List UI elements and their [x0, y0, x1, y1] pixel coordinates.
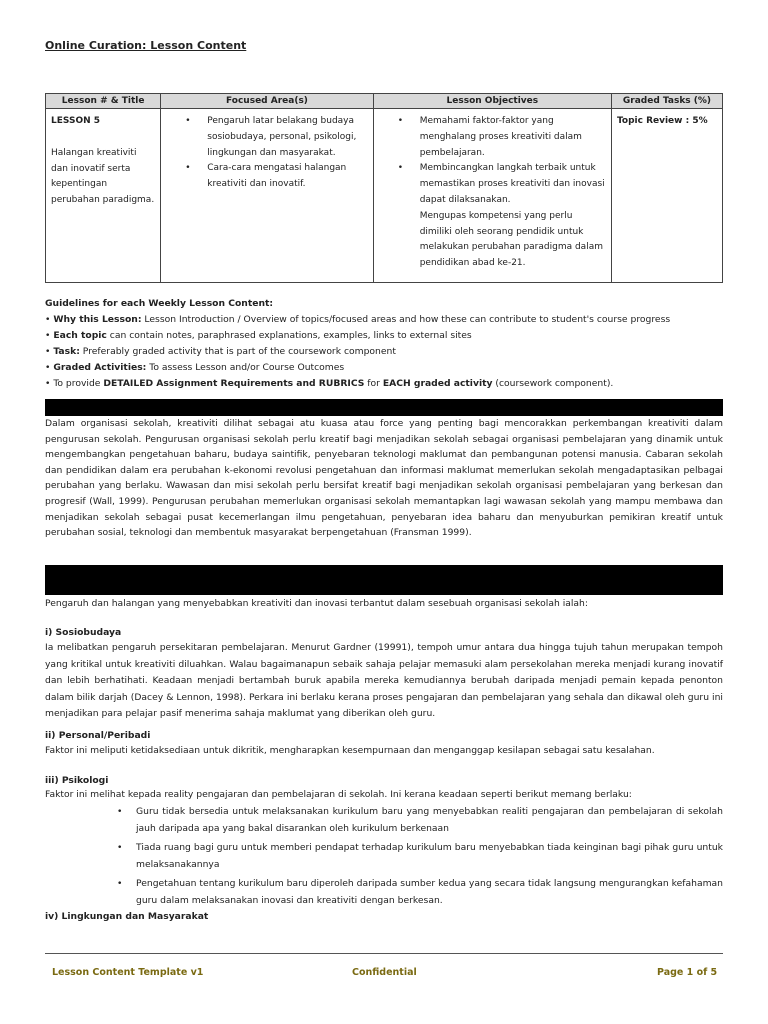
cell-graded-task: [611, 109, 722, 283]
table-row: [46, 109, 723, 283]
footer-page-number: Page 1 of 5: [657, 967, 718, 978]
heading-sosiobudaya: i) Sosiobudaya: [45, 627, 122, 638]
focus-item: • Pengaruh latar belakang budaya sosiobudaya, personal, psikologi, lingkungan dan masyarakat.: [185, 116, 357, 158]
paragraph-personal: Faktor ini meliputi ketidaksediaan untuk dikritik, mengharapkan kesempurnaan dan menganggap kesilapan sebagai satu kesalahan.: [45, 745, 655, 756]
psikologi-list: [45, 803, 723, 911]
lesson-label: LESSON 5: [51, 116, 101, 126]
document-title: Online Curation: Lesson Content: [45, 39, 247, 52]
intro-paragraph: Dalam organisasi sekolah, kreativiti dilihat sebagai atu kuasa atau force yang penting bagi mencorakkan perkembangan kreativiti dalam pengurusan sekolah. Pengurusan organisasi sekolah perlu kreatif bagi menjadikan sekolah sebagai organisasi pembelajaran yang dinamik untuk mengembangkan pengetahuan baharu, budaya saintifik, penyebaran teknologi maklumat dan pembangunan potensi manusia. Cabaran sekolah dan pendidikan dalam era perubahan k-ekonomi revolusi pengetahuan dan informasi maklumat memerlukan sekolah mengadaptasikan pelbagai perubahan yang berlaku. Wawasan dan misi sekolah perlu bersifat kreatif bagi menjadikan sekolah organisasi pembelajaran yang berkesan dan progresif (Wall, 1999). Pengurusan perubahan memerlukan organisasi sekolah memantapkan lagi wawasan sekolah yang mampu membawa dan menjadikan sekolah sebagai pusat kecemerlangan ilmu pengetahuan, penyebaran idea baharu dan menyuburkan pemikiran kreatif untuk perubahan sosial, teknologi dan membentuk masyarakat berpengetahuan (Fransman 1999).: [45, 418, 723, 539]
heading-lingkungan: iv) Lingkungan dan Masyarakat: [45, 911, 209, 922]
header-lesson-objectives: Lesson Objectives: [373, 94, 611, 109]
objective-list: [374, 114, 606, 272]
list-item: • Tiada ruang bagi guru untuk memberi pendapat terhadap kurikulum baru menyebabkan tiada keinginan bagi pihak guru untuk melaksanakannya: [117, 842, 723, 870]
heading-psikologi: iii) Psikologi: [45, 775, 109, 786]
focus-item: • Cara-cara mengatasi halangan kreativiti dan inovatif.: [185, 163, 347, 190]
heading-personal: ii) Personal/Peribadi: [45, 730, 151, 741]
lesson-title: Halangan kreativiti dan inovatif serta kepentingan perubahan paradigma.: [51, 147, 155, 206]
graded-task-value: Topic Review : 5%: [616, 116, 708, 126]
footer-confidential: Confidential: [352, 967, 417, 978]
cell-focus-areas: [161, 109, 373, 283]
guidelines: [45, 296, 723, 393]
header-graded-tasks: Graded Tasks (%): [611, 94, 722, 109]
section-divider-bar: [45, 565, 723, 595]
guideline-item: • Each topic can contain notes, paraphrased explanations, examples, links to external sites: [45, 330, 472, 342]
list-item: • Pengetahuan tentang kurikulum baru diperoleh daripada sumber kedua yang secara tidak langsung mengurangkan kefahaman guru dalam melaksanakan inovasi dan kreativiti dengan berkesan.: [117, 878, 723, 906]
guidelines-heading: Guidelines for each Weekly Lesson Content:: [45, 298, 274, 309]
guideline-item: • Graded Activities: To assess Lesson and/or Course Outcomes: [45, 362, 345, 374]
objective-item: • Memahami faktor-faktor yang menghalang proses kreativiti dalam pembelajaran.: [397, 116, 582, 158]
section-intro: Pengaruh dan halangan yang menyebabkan kreativiti dan inovasi terbantut dalam sesebuah organisasi sekolah ialah:: [45, 598, 588, 609]
cell-lesson: [46, 109, 161, 283]
guideline-item: • Why this Lesson: Lesson Introduction / Overview of topics/focused areas and how these can contribute to student's course progress: [45, 314, 671, 326]
cell-objectives: [373, 109, 611, 283]
footer-divider: [45, 953, 723, 954]
table-header-row: [46, 94, 723, 109]
lesson-table: [45, 93, 723, 283]
header-focused-areas: Focused Area(s): [161, 94, 373, 109]
focus-list: [161, 114, 367, 193]
footer-template-name: Lesson Content Template v1: [52, 967, 204, 978]
header-lesson-title: Lesson # & Title: [46, 94, 161, 109]
objective-item: • Membincangkan langkah terbaik untuk memastikan proses kreativiti dan inovasi dapat dilaksanakan.: [397, 163, 605, 205]
list-item: • Guru tidak bersedia untuk melaksanakan kurikulum baru yang menyebabkan realiti pengajaran dan pembelajaran di sekolah jauh daripada apa yang bakal disarankan oleh kurikulum berkenaan: [117, 806, 723, 834]
section-divider-bar: [45, 399, 723, 416]
objective-item: Mengupas kompetensi yang perlu dimiliki oleh seorang pendidik untuk melakukan perubahan paradigma dalam pendidikan abad ke-21.: [419, 210, 603, 269]
paragraph-sosiobudaya: Ia melibatkan pengaruh persekitaran pembelajaran. Menurut Gardner (19991), tempoh umur antara dua hingga tujuh tahun merupakan tempoh yang kritikal untuk kreativiti diluahkan. Walau bagaimanapun sebaik sahaja pelajar memasuki alam persekolahan mereka menjadi kurang inovatif dan lebih berhatihati. Keadaan menjadi bertambah buruk apabila mereka kemudiannya berubah daripada menjadi pemain kepada penonton dalam bilik darjah (Dacey & Lennon, 1998). Perkara ini berlaku kerana proses pengajaran dan pembelajaran yang sehala dan dikawal oleh guru ini menjadikan para pelajar pasif menerima sahaja maklumat yang diberikan oleh guru.: [45, 642, 723, 720]
guideline-item: • To provide DETAILED Assignment Requirements and RUBRICS for EACH graded activity (coursework component).: [45, 378, 614, 390]
guideline-item: • Task: Preferably graded activity that is part of the coursework component: [45, 346, 396, 358]
paragraph-psikologi: Faktor ini melihat kepada reality pengajaran dan pembelajaran di sekolah. Ini kerana keadaan seperti berikut memang berlaku:: [45, 789, 632, 800]
